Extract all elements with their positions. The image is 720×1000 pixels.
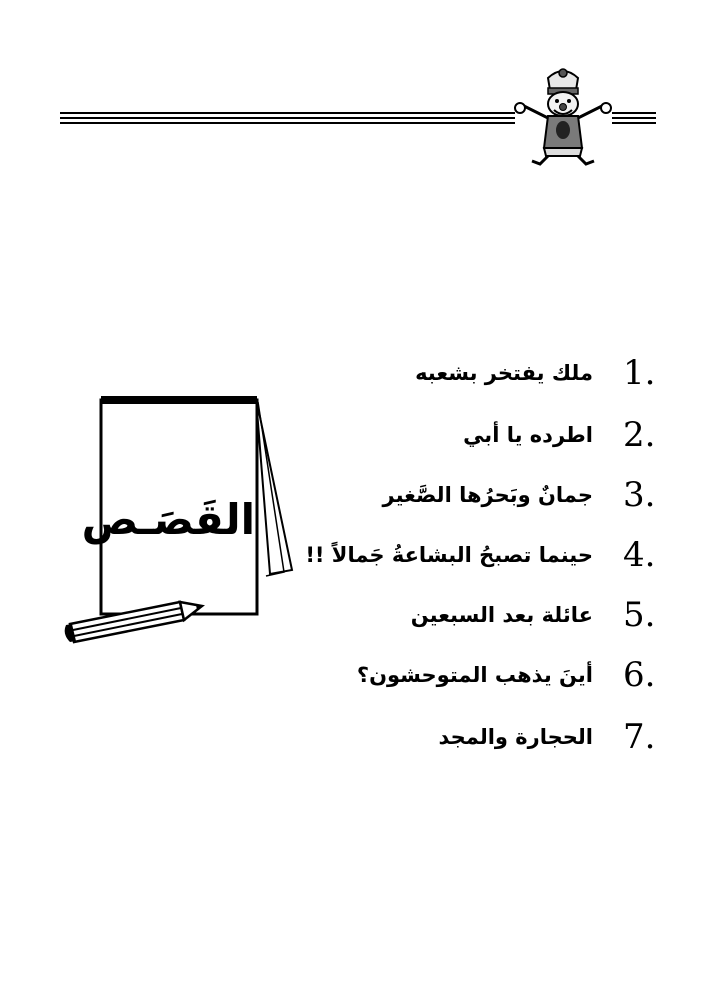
- toc-item-title: اطرده يا أبي: [463, 423, 593, 447]
- toc-item[interactable]: [265, 712, 685, 762]
- toc-item-title: جمانٌ وبَحرُها الصَّغير: [382, 483, 593, 507]
- toc-item-title: الحجارة والمجد: [438, 725, 593, 749]
- toc-item-number: 1.: [623, 353, 656, 393]
- toc-item[interactable]: [265, 470, 685, 520]
- toc-item-number: 5.: [623, 595, 656, 635]
- toc-item-number: 6.: [623, 655, 656, 695]
- toc-item-title: عائلة بعد السبعين: [410, 603, 593, 627]
- toc-item-title: أينَ يذهب المتوحشون؟: [356, 663, 593, 687]
- toc-item-title: ملك يفتخر بشعبه: [415, 361, 593, 385]
- toc-item[interactable]: [265, 348, 685, 398]
- toc-item[interactable]: [265, 590, 685, 640]
- toc-item[interactable]: [265, 530, 685, 580]
- notebook-title: القَصَـص: [81, 495, 255, 544]
- toc-item-number: 3.: [623, 475, 656, 515]
- toc-item-number: 7.: [623, 717, 656, 757]
- toc-item[interactable]: [265, 650, 685, 700]
- toc-item-number: 4.: [623, 535, 656, 575]
- toc-item[interactable]: [265, 410, 685, 460]
- toc-item-number: 2.: [623, 415, 656, 455]
- toc-item-title: حينما تصبحُ البشاعةُ جَمالاً !!: [305, 543, 593, 567]
